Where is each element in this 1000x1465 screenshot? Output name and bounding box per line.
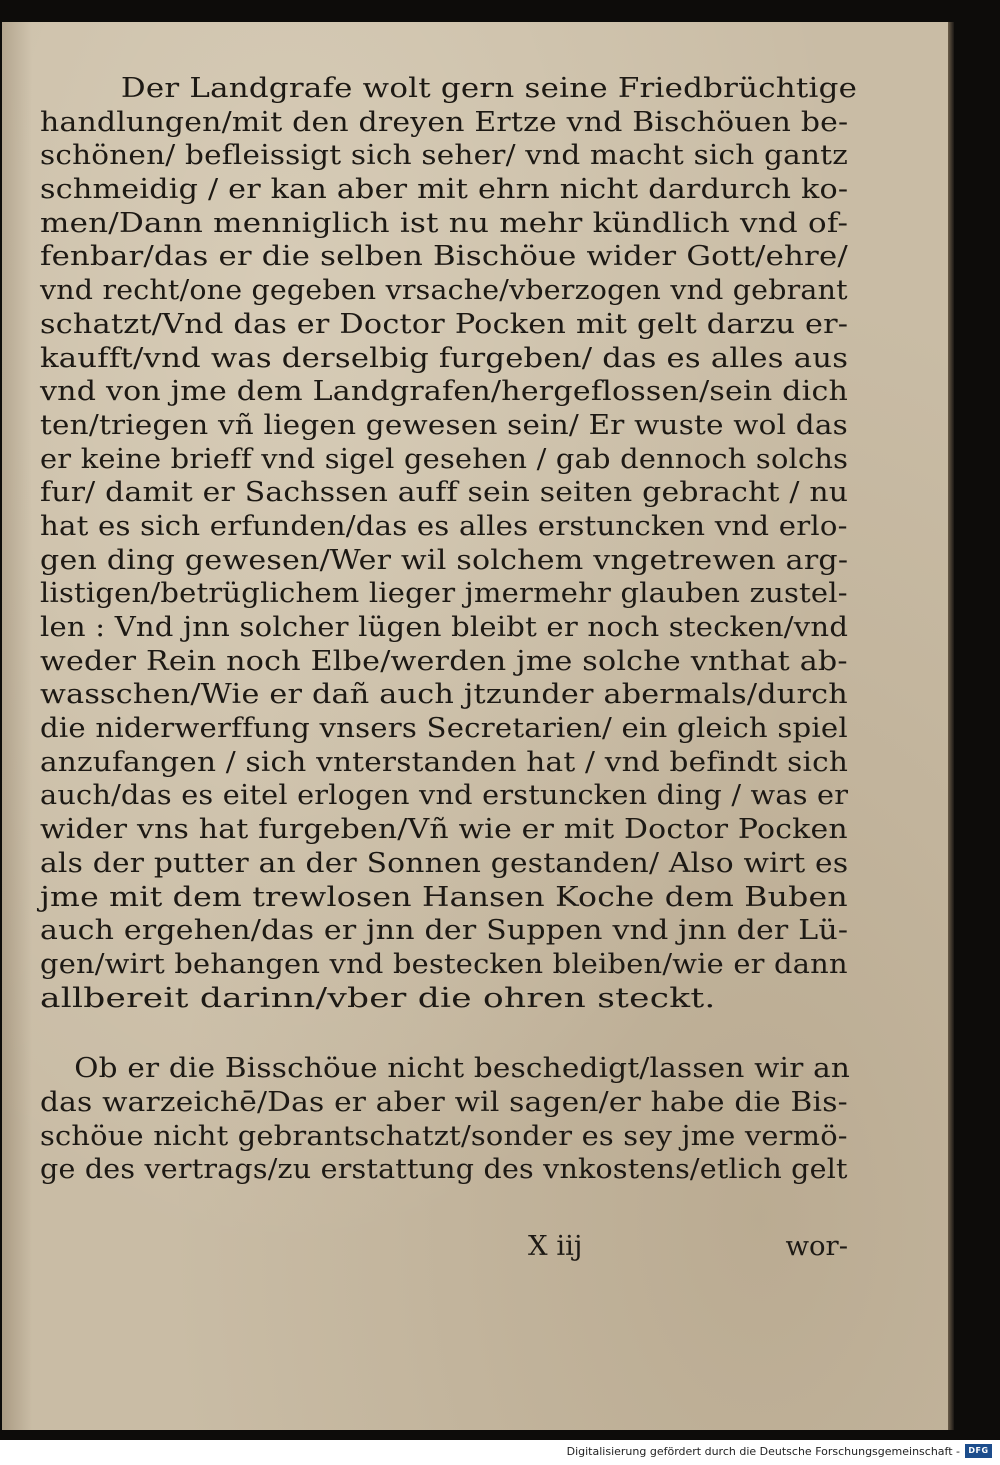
text-line: ge des vertrags/zu erstattung des vnkostens/etlich gelt [40,1153,848,1186]
text-line: wider vns hat furgeben/Vñ wie er mit Doctor Pocken [40,813,848,846]
paragraph-2 [40,1052,851,1187]
paragraph-1 [40,72,858,1015]
text-line: auch/das es eitel erlogen vnd erstuncken ding / was er [40,779,849,812]
text-line: gen/wirt behangen vnd bestecken bleiben/wie er dann [40,947,848,980]
text-line: schatzt/Vnd das er Doctor Pocken mit gelt darzu er- [40,307,849,340]
text-line: Ob er die Bisschöue nicht beschedigt/lassen wir an [74,1052,851,1085]
text-line: hat es sich erfunden/das es alles erstuncken vnd erlo- [40,509,848,542]
text-line: schönen/ befleissigt sich seher/ vnd macht sich gantz [40,139,848,172]
text-line: handlungen/mit den dreyen Ertze vnd Bischöuen be- [40,105,849,138]
text-line: fenbar/das er die selben Bischöue wider Gott/ehre/ [40,240,848,273]
text-line: das warzeichē/Das er aber wil sagen/er habe die Bis- [40,1085,848,1118]
text-line: schmeidig / er kan aber mit ehrn nicht dardurch ko- [40,173,849,206]
funding-credit: Digitalisierung gefördert durch die Deutsche Forschungsgemeinschaft - [566,1445,960,1458]
dfg-logo: DFG [965,1444,992,1458]
text-line: jme mit dem trewlosen Hansen Koche dem Buben [40,880,848,913]
page-text [40,72,858,1187]
text-line: anzufangen / sich vnterstanden hat / vnd befindt sich [40,745,849,778]
catchword: wor- [785,1230,848,1262]
text-line: ten/triegen vñ liegen gewesen sein/ Er wuste wol das [40,408,848,441]
text-line: Der Landgrafe wolt gern seine Friedbrüchtige [120,72,858,104]
footer [0,1440,1000,1465]
text-line: len : Vnd jnn solcher lügen bleibt er noch stecken/vnd [40,611,849,643]
text-line: wasschen/Wie er dañ auch jtzunder abermals/durch [40,678,848,711]
text-line: vnd recht/one gegeben vrsache/vberzogen vnd gebrant [40,274,848,307]
text-line: kaufft/vnd was derselbig furgeben/ das es alles aus [40,341,849,374]
text-line: gen ding gewesen/Wer wil solchem vngetrewen arg- [40,543,849,576]
signature-line [40,1230,848,1264]
text-line: als der putter an der Sonnen gestanden/ Also wirt es [40,846,849,879]
text-line: listigen/betrüglichem lieger jmermehr glauben zustel- [40,577,848,610]
text-line: schöue nicht gebrantschatzt/sonder es sey jme vermö- [40,1119,848,1152]
text-line: vnd von jme dem Landgrafen/hergeflossen/sein dich [40,375,849,408]
text-line: auch ergehen/das er jnn der Suppen vnd jnn der Lü- [40,914,849,947]
text-line: die niderwerffung vnsers Secretarien/ ein gleich spiel [40,712,848,745]
signature-mark: X iij [528,1230,583,1262]
text-line: allbereit darinn/vber die ohren steckt. [40,981,716,1014]
text-line: fur/ damit er Sachssen auff sein seiten gebracht / nu [40,476,849,509]
text-line: er keine brieff vnd sigel gesehen / gab dennoch solchs [40,442,849,475]
text-line: weder Rein noch Elbe/werden jme solche vnthat ab- [40,644,848,677]
text-line: men/Dann menniglich ist nu mehr kündlich vnd of- [40,206,849,239]
